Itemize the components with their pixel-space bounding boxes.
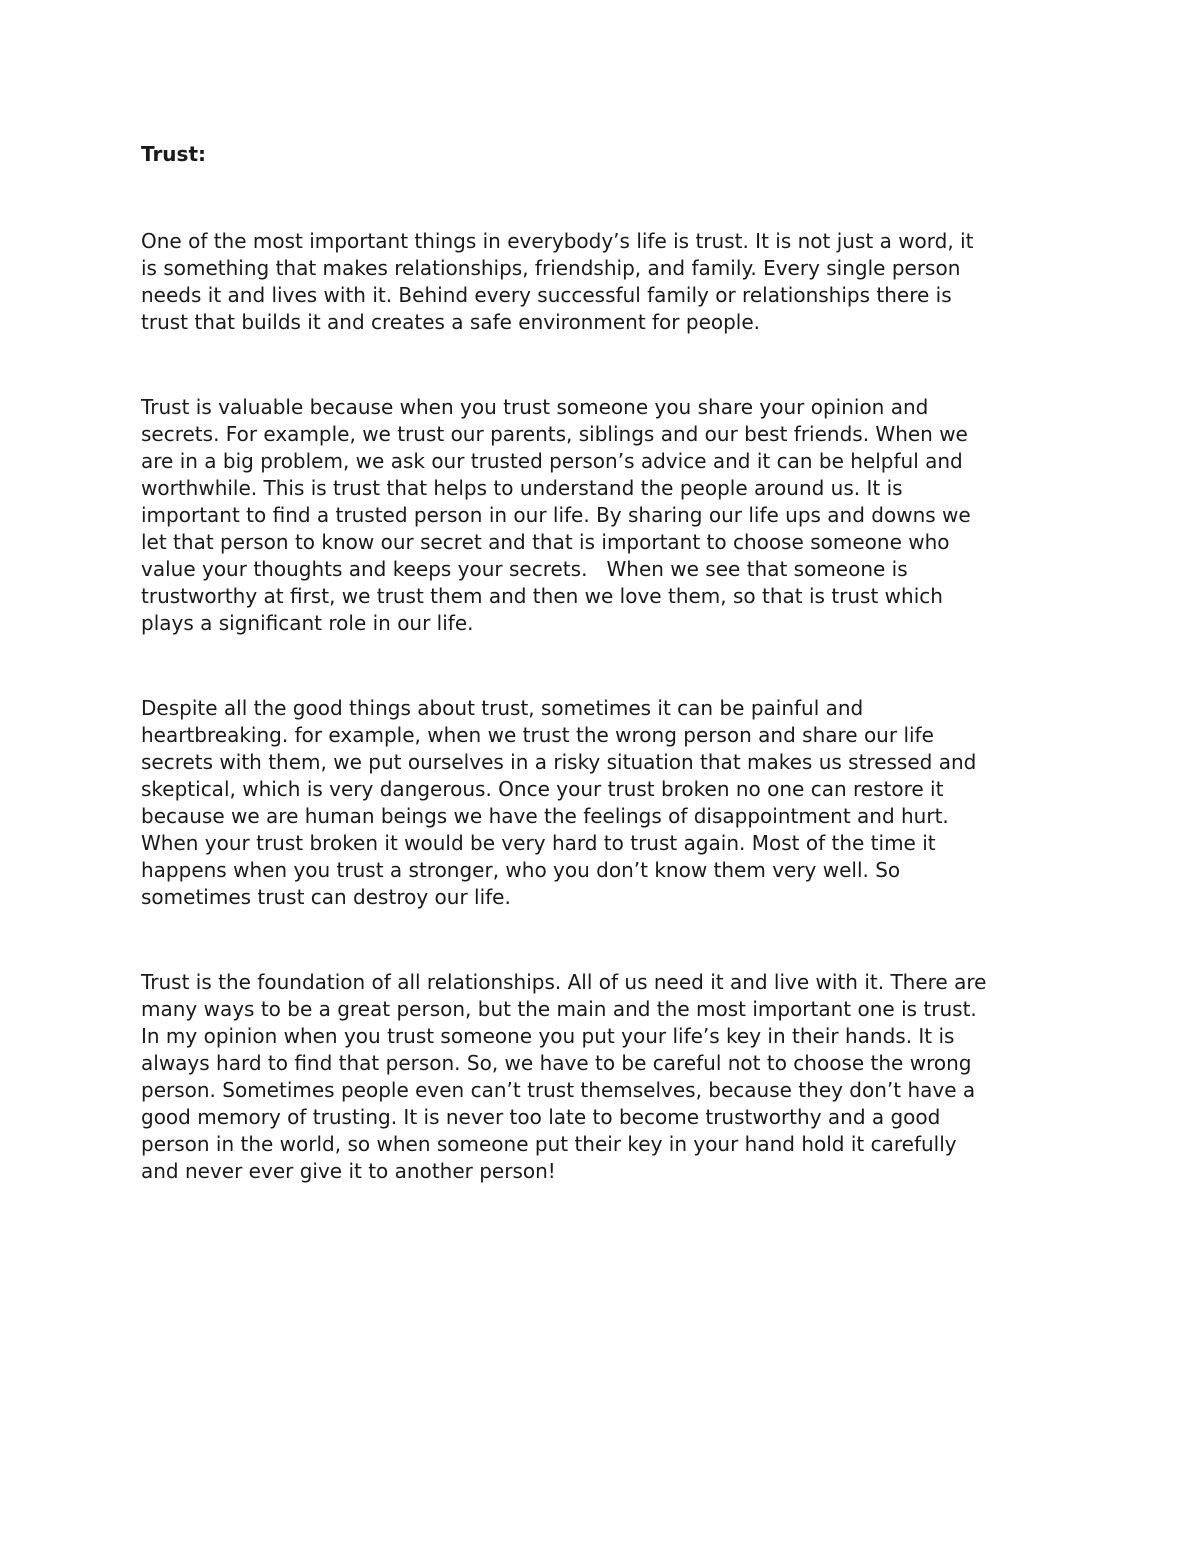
spacer <box>141 911 1061 969</box>
paragraph-line: Trust is valuable because when you trust someone you share your opinion and <box>141 395 929 419</box>
paragraph-line: sometimes trust can destroy our life. <box>141 885 511 909</box>
spacer <box>141 168 1061 228</box>
paragraph-line: trust that builds it and creates a safe environment for people. <box>141 310 761 334</box>
paragraph-line: needs it and lives with it. Behind every successful family or relationships there is <box>141 283 952 307</box>
paragraph-3 <box>141 695 1061 911</box>
paragraph-line: trustworthy at first, we trust them and then we love them, so that is trust which <box>141 584 943 608</box>
paragraph-line: heartbreaking. for example, when we trust the wrong person and share our life <box>141 723 934 747</box>
paragraph-line: secrets with them, we put ourselves in a risky situation that makes us stressed and <box>141 750 977 774</box>
document-body <box>141 141 1061 1185</box>
paragraph-line: are in a big problem, we ask our trusted person’s advice and it can be helpful and <box>141 449 963 473</box>
paragraph-4 <box>141 969 1061 1185</box>
paragraph-line: secrets. For example, we trust our parents, siblings and our best friends. When we <box>141 422 968 446</box>
paragraph-line: worthwhile. This is trust that helps to understand the people around us. It is <box>141 476 903 500</box>
paragraph-line: is something that makes relationships, friendship, and family. Every single person <box>141 256 961 280</box>
paragraph-line: person in the world, so when someone put their key in your hand hold it carefully <box>141 1132 957 1156</box>
paragraph-line: skeptical, which is very dangerous. Once your trust broken no one can restore it <box>141 777 944 801</box>
paragraph-line: When your trust broken it would be very hard to trust again. Most of the time it <box>141 831 936 855</box>
paragraph-line: good memory of trusting. It is never too late to become trustworthy and a good <box>141 1105 941 1129</box>
paragraph-line: because we are human beings we have the feelings of disappointment and hurt. <box>141 804 949 828</box>
paragraph-line: In my opinion when you trust someone you put your life’s key in their hands. It is <box>141 1024 955 1048</box>
paragraph-line: plays a significant role in our life. <box>141 611 474 635</box>
paragraph-2 <box>141 394 1061 637</box>
paragraph-line: always hard to find that person. So, we have to be careful not to choose the wrong <box>141 1051 972 1075</box>
spacer <box>141 336 1061 394</box>
paragraph-line: happens when you trust a stronger, who you don’t know them very well. So <box>141 858 901 882</box>
spacer <box>141 637 1061 695</box>
paragraph-line: person. Sometimes people even can’t trust themselves, because they don’t have a <box>141 1078 976 1102</box>
paragraph-line: value your thoughts and keeps your secrets. When we see that someone is <box>141 557 908 581</box>
paragraph-line: important to find a trusted person in our life. By sharing our life ups and downs we <box>141 503 971 527</box>
document-title: Trust: <box>141 142 207 166</box>
paragraph-1 <box>141 228 1061 336</box>
paragraph-line: Trust is the foundation of all relationships. All of us need it and live with it. There are <box>141 970 987 994</box>
paragraph-line: One of the most important things in everybody’s life is trust. It is not just a word, it <box>141 229 974 253</box>
paragraph-line: many ways to be a great person, but the main and the most important one is trust. <box>141 997 977 1021</box>
paragraph-line: let that person to know our secret and that is important to choose someone who <box>141 530 950 554</box>
paragraph-line: Despite all the good things about trust, sometimes it can be painful and <box>141 696 864 720</box>
paragraph-line: and never ever give it to another person! <box>141 1159 556 1183</box>
